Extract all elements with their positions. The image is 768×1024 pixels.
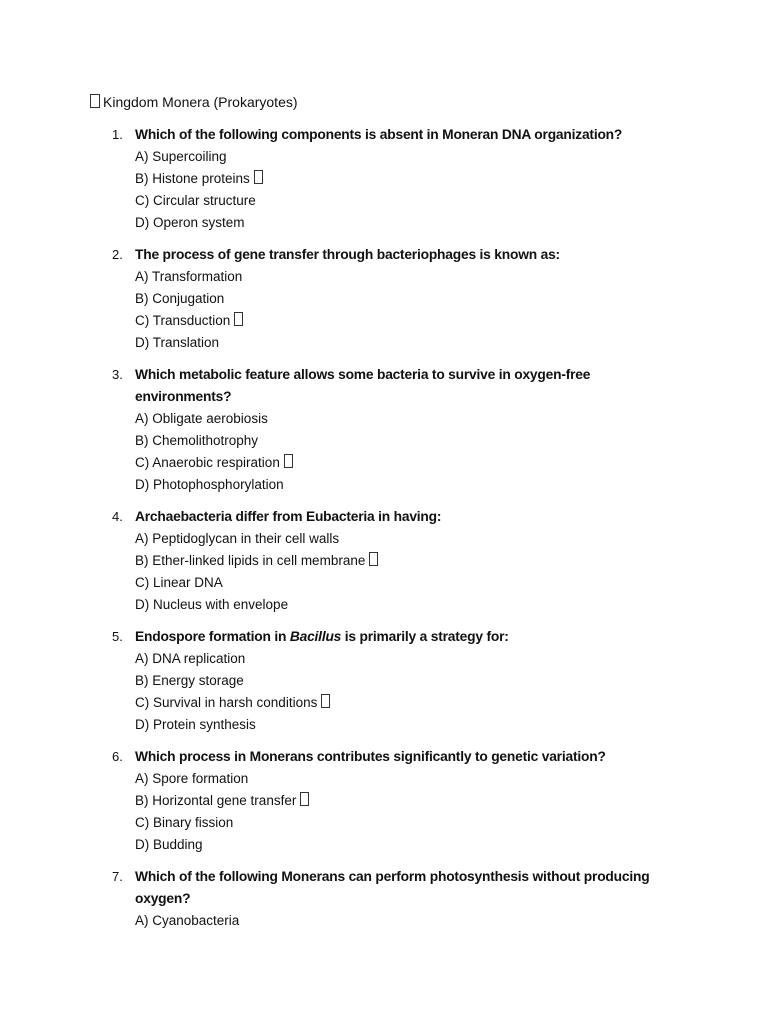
answer-option-text: D) Translation xyxy=(135,335,220,350)
checkbox-glyph-icon xyxy=(90,94,100,108)
question-item xyxy=(0,244,700,354)
answer-option xyxy=(135,572,700,594)
answer-option xyxy=(135,332,700,354)
question-item xyxy=(0,364,700,496)
answer-option xyxy=(135,288,700,310)
answer-option-text: C) Transduction xyxy=(135,313,231,328)
answer-option xyxy=(135,648,700,670)
answer-option xyxy=(135,168,700,190)
answer-option-text: A) Peptidoglycan in their cell walls xyxy=(135,531,340,546)
question-number: 5. xyxy=(112,629,123,644)
question-text: Which of the following Monerans can perform photosynthesis without producing oxygen? xyxy=(135,869,650,906)
answer-option xyxy=(135,768,700,790)
question-number: 3. xyxy=(112,367,123,382)
answer-option-text: A) DNA replication xyxy=(135,651,246,666)
answer-option xyxy=(135,790,700,812)
answer-option-text: D) Protein synthesis xyxy=(135,717,256,732)
answer-option xyxy=(135,452,700,474)
answer-option-text: D) Photophosphorylation xyxy=(135,477,284,492)
answer-option-text: D) Nucleus with envelope xyxy=(135,597,289,612)
question-item xyxy=(0,124,700,234)
answer-option xyxy=(135,550,700,572)
answer-option-text: D) Operon system xyxy=(135,215,245,230)
section-heading xyxy=(90,93,298,111)
question-number: 1. xyxy=(112,127,123,142)
question-text: Archaebacteria differ from Eubacteria in having: xyxy=(135,509,442,524)
answer-option xyxy=(135,528,700,550)
answer-option-text: C) Anaerobic respiration xyxy=(135,455,280,470)
answer-option-text: B) Conjugation xyxy=(135,291,225,306)
answer-option xyxy=(135,812,700,834)
answer-option xyxy=(135,714,700,736)
answer-option xyxy=(135,692,700,714)
question-item xyxy=(0,626,700,736)
answer-option xyxy=(135,310,700,332)
question-list xyxy=(0,124,700,942)
answer-option xyxy=(135,834,700,856)
answer-option-text: B) Histone proteins xyxy=(135,171,250,186)
question-item xyxy=(0,506,700,616)
answer-option-text: A) Cyanobacteria xyxy=(135,913,240,928)
section-heading-text: Kingdom Monera (Prokaryotes) xyxy=(103,94,298,110)
answer-option-text: A) Supercoiling xyxy=(135,149,227,164)
correct-answer-mark-icon xyxy=(284,454,293,468)
answer-option-text: C) Circular structure xyxy=(135,193,256,208)
question-text-italic: Bacillus xyxy=(289,629,342,644)
answer-option-text: A) Obligate aerobiosis xyxy=(135,411,268,426)
answer-option-text: A) Spore formation xyxy=(135,771,249,786)
answer-option-text: A) Transformation xyxy=(135,269,243,284)
correct-answer-mark-icon xyxy=(254,170,263,184)
answer-option-text: B) Energy storage xyxy=(135,673,244,688)
answer-option xyxy=(135,430,700,452)
answer-option xyxy=(135,910,700,932)
answer-option-text: B) Ether-linked lipids in cell membrane xyxy=(135,553,366,568)
answer-option xyxy=(135,594,700,616)
correct-answer-mark-icon xyxy=(321,694,330,708)
answer-option-text: C) Linear DNA xyxy=(135,575,223,590)
answer-option-text: D) Budding xyxy=(135,837,203,852)
correct-answer-mark-icon xyxy=(300,792,309,806)
question-text xyxy=(135,626,655,648)
answer-option-text: B) Chemolithotrophy xyxy=(135,433,259,448)
question-number: 6. xyxy=(112,749,123,764)
answer-option xyxy=(135,146,700,168)
question-text: Which process in Monerans contributes significantly to genetic variation? xyxy=(135,749,606,764)
correct-answer-mark-icon xyxy=(369,552,378,566)
question-item xyxy=(0,746,700,856)
answer-option-text: C) Survival in harsh conditions xyxy=(135,695,318,710)
answer-option-text: B) Horizontal gene transfer xyxy=(135,793,297,808)
answer-option xyxy=(135,474,700,496)
answer-option xyxy=(135,266,700,288)
question-text: Which metabolic feature allows some bacteria to survive in oxygen-free environments? xyxy=(135,367,591,404)
answer-option xyxy=(135,408,700,430)
question-text: The process of gene transfer through bacteriophages is known as: xyxy=(135,247,560,262)
answer-option xyxy=(135,190,700,212)
answer-option xyxy=(135,212,700,234)
question-number: 2. xyxy=(112,247,123,262)
question-item xyxy=(0,866,700,932)
answer-option-text: C) Binary fission xyxy=(135,815,234,830)
question-text-part: Endospore formation in xyxy=(135,629,290,644)
correct-answer-mark-icon xyxy=(234,312,243,326)
answer-option xyxy=(135,670,700,692)
question-number: 7. xyxy=(112,869,123,884)
question-text: Which of the following components is absent in Moneran DNA organization? xyxy=(135,127,623,142)
question-number: 4. xyxy=(112,509,123,524)
question-text-part: is primarily a strategy for: xyxy=(341,629,509,644)
